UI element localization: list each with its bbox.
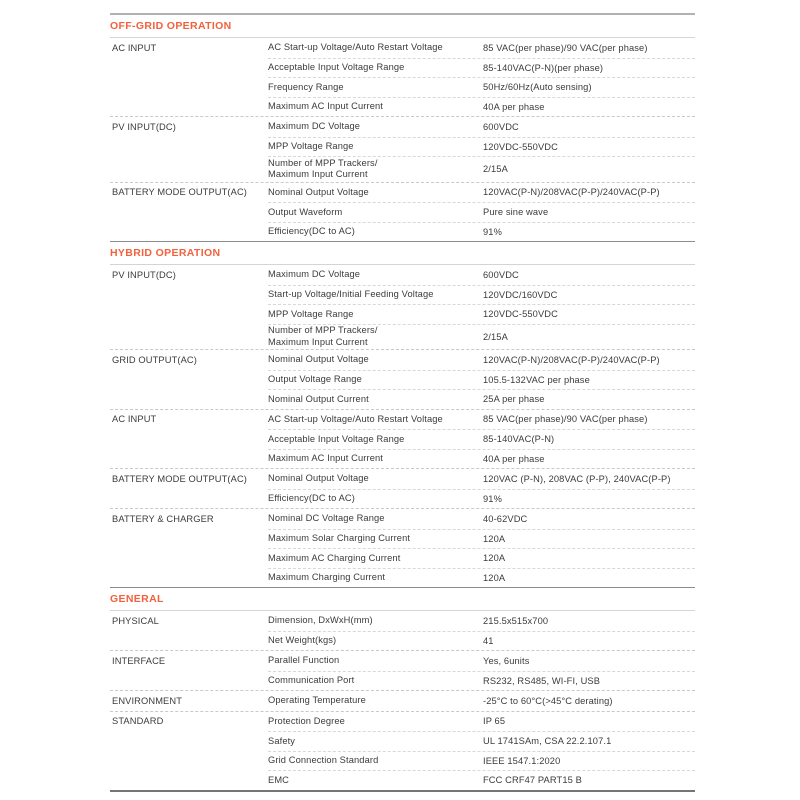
category-cell [110,285,268,305]
category-cell [110,770,268,790]
parameter-cell [268,509,483,529]
table-row [110,350,695,370]
table-row [110,529,695,549]
parameter-line1: Nominal DC Voltage Range [268,513,385,523]
row-detail [268,137,695,157]
category-cell [110,324,268,350]
row-detail [268,568,695,588]
parameter-line1: Frequency Range [268,81,344,92]
spec-group [110,265,695,349]
table-row [110,304,695,324]
parameter-line1: Maximum DC Voltage [268,121,361,131]
parameter-line1: MPP Voltage Range [268,141,354,151]
spec-group [110,690,695,711]
parameter-cell [268,305,483,324]
parameter-cell [268,286,483,305]
value-cell: 120VDC/160VDC [483,289,558,300]
category-cell [110,631,268,651]
row-detail [268,631,695,651]
value-cell: 85-140VAC(P-N)(per phase) [483,62,604,73]
table-row [110,770,695,790]
parameter-cell [268,752,483,771]
value-cell: 25A per phase [483,394,545,405]
parameter-line1: EMC [268,774,290,785]
parameter-line1: Maximum AC Input Current [268,101,383,111]
parameter-line1: AC Start-up Voltage/Auto Restart Voltage [268,413,443,424]
parameter-line1: Maximum AC Input Current [268,453,383,463]
value-cell: 120VAC (P-N), 208VAC (P-P), 240VAC(P-P) [483,473,671,484]
value-cell: 91% [483,226,502,237]
value-cell: 40A per phase [483,453,545,464]
row-detail [268,58,695,78]
table-row [110,429,695,449]
parameter-cell [268,350,483,370]
section-groups [110,611,695,790]
row-detail [268,529,695,549]
row-detail [268,671,695,691]
row-detail [268,651,695,671]
parameter-line1: Acceptable Input Voltage Range [268,433,405,444]
table-row [110,712,695,732]
parameter-line1: Maximum AC Charging Current [268,552,401,563]
row-detail [268,751,695,771]
category-cell [110,156,268,182]
table-row [110,265,695,285]
table-row [110,156,695,182]
parameter-line1: Safety [268,735,296,746]
section-title: HYBRID OPERATION [110,247,221,259]
parameter-line1: Maximum Charging Current [268,572,386,582]
category-cell [110,370,268,390]
section-groups [110,265,695,587]
parameter-cell [268,530,483,549]
parameter-cell [268,117,483,137]
section-header [110,15,695,38]
value-cell: 40-62VDC [483,513,528,524]
value-cell: 120VAC(P-N)/208VAC(P-P)/240VAC(P-P) [483,354,660,365]
category-cell [110,222,268,242]
category-cell: PV INPUT(DC) [112,269,176,280]
parameter-cell [268,138,483,157]
value-cell: 600VDC [483,269,519,280]
row-detail [268,183,695,203]
parameter-cell [268,157,483,182]
parameter-line1: Grid Connection Standard [268,755,379,765]
parameter-cell [268,651,483,671]
table-row [110,509,695,529]
category-cell [110,304,268,324]
row-detail [268,691,695,711]
row-detail [268,712,695,732]
parameter-cell [268,549,483,568]
row-detail [268,469,695,489]
parameter-line1: Dimension, DxWxH(mm) [268,615,373,625]
row-detail [268,449,695,469]
parameter-line1: Communication Port [268,675,355,685]
category-cell [110,529,268,549]
value-cell: 215.5x515x700 [483,615,549,626]
table-row [110,611,695,631]
category-cell: BATTERY & CHARGER [112,513,214,524]
category-cell [110,548,268,568]
row-detail [268,489,695,509]
parameter-cell [268,183,483,203]
row-detail [268,770,695,790]
category-cell: PHYSICAL [112,615,159,626]
row-detail [268,97,695,117]
parameter-line1: Acceptable Input Voltage Range [268,62,405,72]
category-cell: AC INPUT [112,414,157,425]
section-header [110,242,695,265]
table-row [110,449,695,469]
row-detail [268,389,695,409]
row-detail [268,285,695,305]
parameter-cell [268,390,483,409]
table-row [110,58,695,78]
category-cell: AC INPUT [112,42,157,53]
parameter-cell [268,569,483,588]
table-row [110,183,695,203]
spec-sheet [110,13,695,792]
row-detail [268,222,695,242]
row-detail [268,156,695,182]
value-cell: FCC CRF47 PART15 B [483,775,582,786]
parameter-line1: Nominal Output Voltage [268,473,369,483]
spec-group [110,611,695,650]
row-detail [268,304,695,324]
category-cell: PV INPUT(DC) [112,121,176,132]
value-cell: 85-140VAC(P-N) [483,434,555,445]
parameter-cell [268,632,483,651]
parameter-cell [268,203,483,222]
table-row [110,389,695,409]
category-cell: GRID OUTPUT(AC) [112,354,197,365]
category-cell [110,429,268,449]
table-row [110,469,695,489]
table-row [110,631,695,651]
parameter-cell [268,59,483,78]
row-detail [268,202,695,222]
table-row [110,370,695,390]
row-detail [268,350,695,370]
parameter-cell [268,771,483,790]
category-cell [110,751,268,771]
value-cell: 120A [483,572,506,583]
parameter-line1: Protection Degree [268,715,345,726]
parameter-line1: Output Waveform [268,206,343,217]
parameter-line2: Maximum Input Current [268,336,368,347]
category-cell [110,97,268,117]
category-cell: BATTERY MODE OUTPUT(AC) [112,187,247,198]
parameter-line1: Nominal Output Voltage [268,354,369,364]
parameter-line1: Net Weight(kgs) [268,635,337,645]
parameter-line1: Efficiency(DC to AC) [268,493,355,503]
value-cell: 50Hz/60Hz(Auto sensing) [483,82,592,93]
category-cell [110,731,268,751]
category-cell [110,202,268,222]
category-cell: STANDARD [112,716,164,727]
value-cell: 91% [483,493,502,504]
value-cell: 2/15A [483,331,508,342]
parameter-cell [268,691,483,711]
row-detail [268,429,695,449]
value-cell: IP 65 [483,716,506,727]
parameter-cell [268,732,483,751]
parameter-cell [268,469,483,489]
parameter-cell [268,371,483,390]
parameter-line1: MPP Voltage Range [268,308,354,319]
spec-section [110,587,695,790]
table-row [110,324,695,350]
category-cell [110,389,268,409]
table-row [110,671,695,691]
parameter-line1: Parallel Function [268,655,340,665]
category-cell: INTERFACE [112,655,166,666]
category-cell [110,77,268,97]
row-detail [268,117,695,137]
row-detail [268,548,695,568]
table-row [110,691,695,711]
table-row [110,731,695,751]
row-detail [268,611,695,631]
value-cell: 41 [483,635,494,646]
parameter-cell [268,78,483,97]
table-row [110,77,695,97]
value-cell: Pure sine wave [483,207,549,218]
parameter-line1: Maximum Solar Charging Current [268,533,411,543]
value-cell: 105.5-132VAC per phase [483,374,590,385]
row-detail [268,77,695,97]
parameter-line1: Maximum DC Voltage [268,269,361,279]
spec-group [110,182,695,242]
value-cell: 85 VAC(per phase)/90 VAC(per phase) [483,414,648,425]
parameter-cell [268,490,483,509]
value-cell: 120VDC-550VDC [483,309,558,320]
parameter-line1: Start-up Voltage/Initial Feeding Voltage [268,289,434,299]
parameter-cell [268,325,483,350]
table-row [110,568,695,588]
spec-group [110,508,695,587]
parameter-line1: Number of MPP Trackers/ [268,157,378,168]
value-cell: 85 VAC(per phase)/90 VAC(per phase) [483,42,648,53]
spec-group [110,349,695,409]
spec-group [110,116,695,182]
parameter-line1: Operating Temperature [268,695,366,705]
row-detail [268,324,695,350]
parameter-line1: Output Voltage Range [268,374,362,384]
category-cell [110,137,268,157]
category-cell [110,489,268,509]
category-cell [110,568,268,588]
parameter-line1: Nominal Output Current [268,393,369,404]
value-cell: -25°C to 60°C(>45°C derating) [483,695,613,706]
table-row [110,651,695,671]
value-cell: UL 1741SAm, CSA 22.2.107.1 [483,736,612,747]
value-cell: RS232, RS485, WI-FI, USB [483,675,601,686]
value-cell: IEEE 1547.1:2020 [483,755,561,766]
table-row [110,751,695,771]
row-detail [268,509,695,529]
spec-group [110,38,695,116]
parameter-cell [268,430,483,449]
parameter-line1: Number of MPP Trackers/ [268,325,378,336]
table-row [110,489,695,509]
parameter-line2: Maximum Input Current [268,169,368,180]
category-cell [110,58,268,78]
parameter-cell [268,223,483,242]
spec-group [110,468,695,508]
value-cell: Yes, 6units [483,655,530,666]
table-row [110,38,695,58]
table-row [110,202,695,222]
parameter-cell [268,410,483,430]
category-cell: ENVIRONMENT [112,695,183,706]
section-title: OFF-GRID OPERATION [110,20,232,32]
table-row [110,222,695,242]
row-detail [268,731,695,751]
row-detail [268,265,695,285]
table-row [110,285,695,305]
parameter-cell [268,450,483,469]
table-row [110,410,695,430]
section-title: GENERAL [110,593,164,605]
table-row [110,97,695,117]
parameter-line1: Efficiency(DC to AC) [268,226,355,236]
spec-section [110,13,695,241]
value-cell: 40A per phase [483,101,545,112]
parameter-cell [268,98,483,117]
parameter-line1: Nominal Output Voltage [268,186,369,197]
table-row [110,137,695,157]
value-cell: 600VDC [483,121,519,132]
spec-section [110,241,695,587]
category-cell: BATTERY MODE OUTPUT(AC) [112,473,247,484]
spec-group [110,409,695,469]
parameter-cell [268,38,483,58]
value-cell: 120VAC(P-N)/208VAC(P-P)/240VAC(P-P) [483,187,660,198]
parameter-line1: AC Start-up Voltage/Auto Restart Voltage [268,42,443,52]
parameter-cell [268,712,483,732]
row-detail [268,38,695,58]
spec-group [110,650,695,690]
category-cell [110,449,268,469]
spec-group [110,711,695,790]
category-cell [110,671,268,691]
table-row [110,548,695,568]
table-row [110,117,695,137]
parameter-cell [268,611,483,631]
parameter-cell [268,265,483,285]
value-cell: 120VDC-550VDC [483,141,558,152]
value-cell: 120A [483,553,506,564]
parameter-cell [268,672,483,691]
row-detail [268,370,695,390]
section-header [110,588,695,611]
value-cell: 120A [483,533,506,544]
value-cell: 2/15A [483,164,508,175]
row-detail [268,410,695,430]
section-groups [110,38,695,241]
